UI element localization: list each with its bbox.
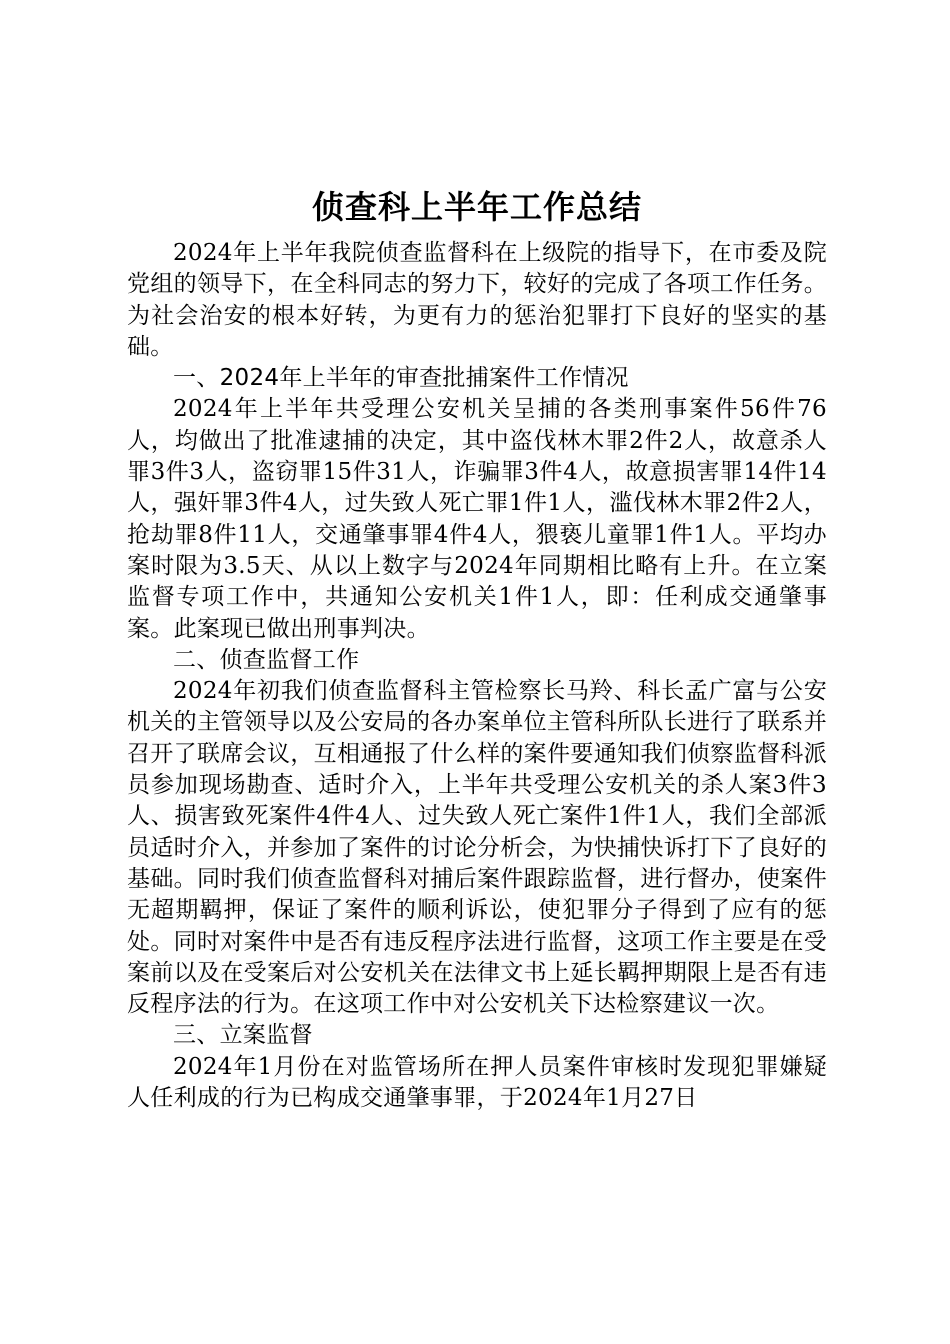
intro-paragraph: 2024年上半年我院侦查监督科在上级院的指导下，在市委及院党组的领导下，在全科同志的努力下，较好的完成了各项工作任务。为社会治安的根本好转，为更有力的惩治犯罪打下良好的坚实的基础。	[127, 240, 827, 360]
section-heading-2: 二、侦查监督工作	[173, 646, 360, 673]
section-heading-1: 一、2024年上半年的审查批捕案件工作情况	[173, 365, 629, 392]
document-body	[127, 186, 827, 1114]
section-heading-3: 三、立案监督	[173, 1022, 313, 1049]
document-title: 侦查科上半年工作总结	[311, 188, 642, 226]
section-body-3: 2024年1月份在对监管场所在押人员案件审核时发现犯罪嫌疑人任利成的行为已构成交通肇事罪，于2024年1月27日	[127, 1053, 827, 1112]
section-body-2: 2024年初我们侦查监督科主管检察长马羚、科长孟广富与公安机关的主管领导以及公安局的各办案单位主管科所队长进行了联系并召开了联席会议，互相通报了什么样的案件要通知我们侦察监督科派员参加现场勘查、适时介入，上半年共受理公安机关的杀人案3件3人、损害致死案件4件4人、过失致人死亡案件1件1人，我们全部派员适时介入，并参加了案件的讨论分析会，为快捕快诉打下了良好的基础。同时我们侦查监督科对捕后案件跟踪监督，进行督办，使案件无超期羁押，保证了案件的顺利诉讼，使犯罪分子得到了应有的惩处。同时对案件中是否有违反程序法进行监督，这项工作主要是在受案前以及在受案后对公安机关在法律文书上延长羁押期限上是否有违反程序法的行为。在这项工作中对公安机关下达检察建议一次。	[127, 678, 827, 1018]
section-body-1: 2024年上半年共受理公安机关呈捕的各类刑事案件56件76人，均做出了批准逮捕的决定，其中盗伐林木罪2件2人，故意杀人罪3件3人，盗窃罪15件31人，诈骗罪3件4人，故意损害罪14件14人，强奸罪3件4人，过失致人死亡罪1件1人，滥伐林木罪2件2人，抢劫罪8件11人，交通肇事罪4件4人，猥亵儿童罪1件1人。平均办案时限为3.5天、从以上数字与2024年同期相比略有上升。在立案监督专项工作中，共通知公安机关1件1人，即：任利成交通肇事案。此案现已做出刑事判决。	[127, 396, 827, 642]
